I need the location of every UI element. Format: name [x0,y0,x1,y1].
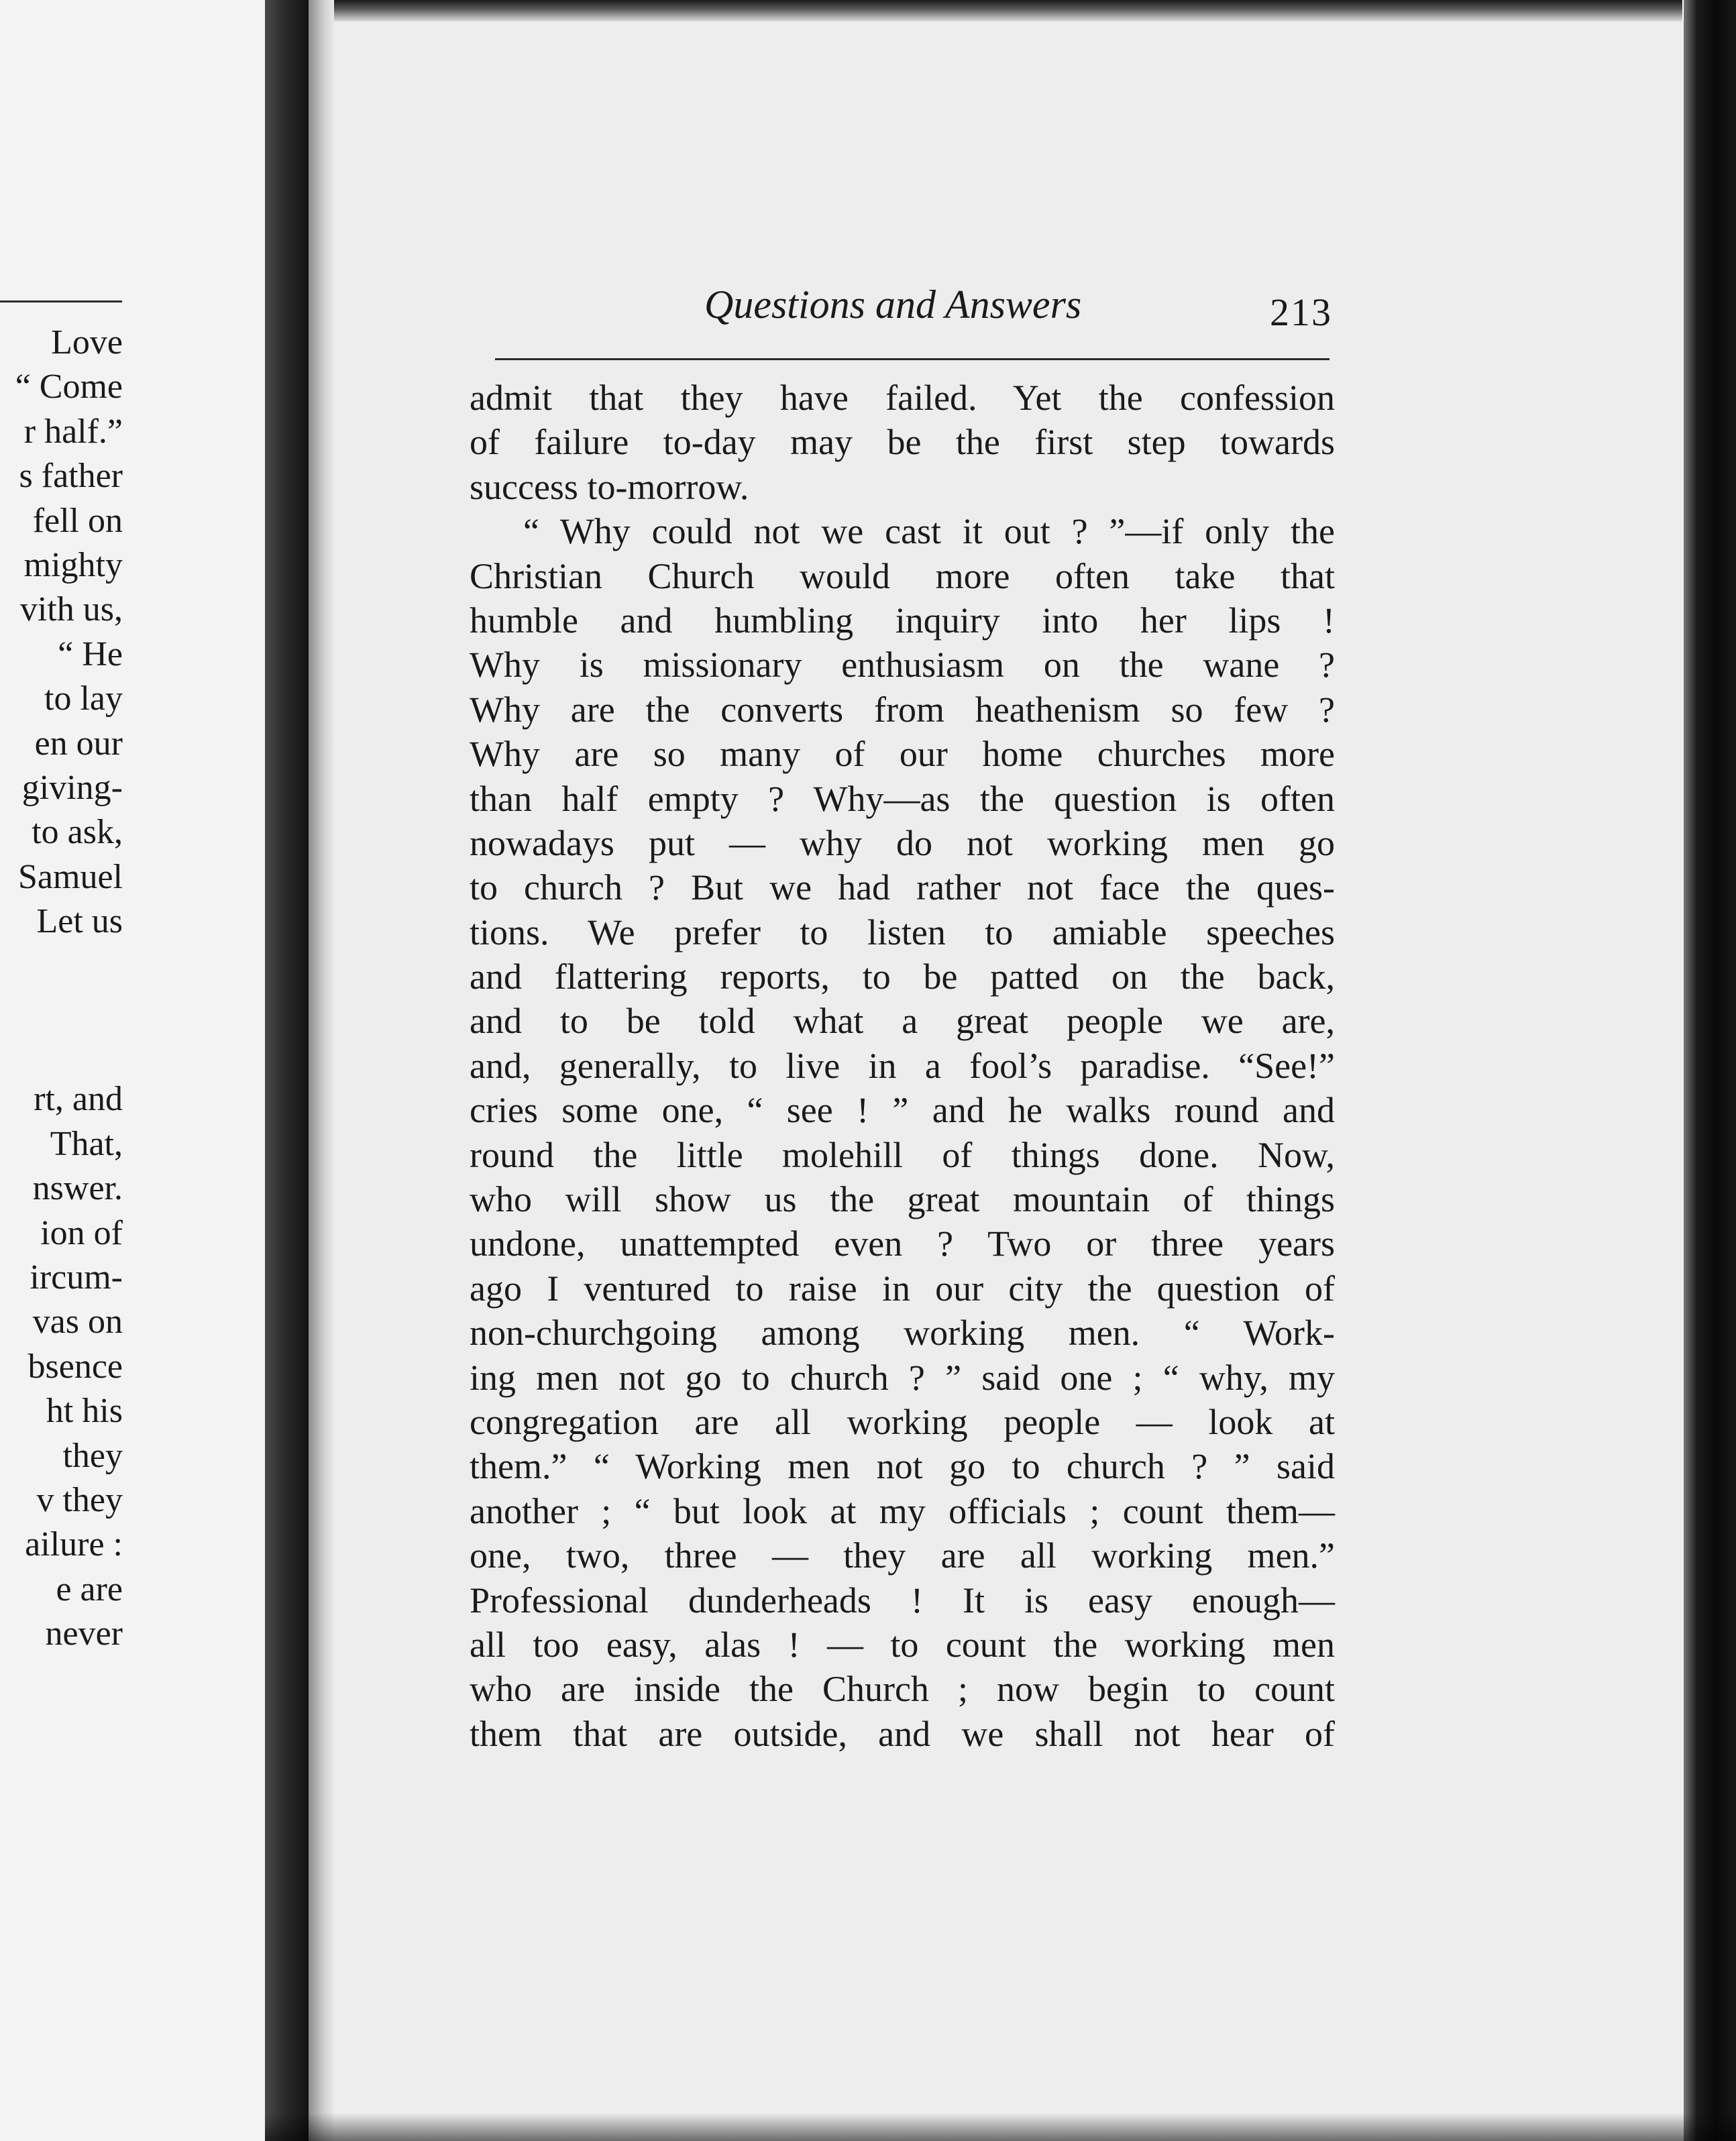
left-line: Let us [36,902,123,941]
left-line: Love [51,323,123,362]
text-line: admit that they have failed. Yet the confession [470,378,1335,418]
text-line: who will show us the great mountain of things [470,1179,1335,1220]
text-line: all too easy, alas ! — to count the working men [470,1624,1335,1665]
text-line: cries some one, “ see ! ” and he walks round and [470,1090,1335,1131]
text-line: Why are so many of our home churches more [470,734,1335,775]
text-line: Christian Church would more often take that [470,555,1335,596]
left-line: “ He [58,635,123,673]
text-line: another ; “ but look at my officials ; count them— [470,1490,1335,1531]
page-top-edge [334,0,1682,21]
left-page-text [15,321,123,1657]
text-line: of failure to-day may be the first step towards [470,422,1335,463]
page-body-text [470,376,1335,1756]
left-line: vith us, [19,590,123,629]
left-line: mighty [23,545,123,584]
left-line: en our [34,724,123,763]
left-line: ailure : [25,1525,123,1564]
header-rule [495,358,1330,360]
text-line: round the little molehill of things done. Now, [470,1134,1335,1175]
book-gutter-highlight [309,0,334,2141]
left-line: Samuel [18,857,123,896]
running-head: Questions and Answers [704,282,1082,327]
left-line: r half.” [23,412,123,451]
left-line: rt, and [34,1080,123,1119]
text-line: humble and humbling inquiry into her lips ! [470,600,1335,641]
left-line: ion of [40,1213,123,1252]
text-line: them.” “ Working men not go to church ? ” said [470,1446,1335,1487]
text-line: to church ? But we had rather not face the ques- [470,867,1335,908]
book-right-edge [1684,0,1736,2141]
text-line: than half empty ? Why—as the question is often [470,778,1335,819]
text-line: one, two, three — they are all working men.” [470,1535,1335,1576]
text-line: non-churchgoing among working men. “ Work- [470,1313,1335,1354]
left-header-rule [0,300,122,303]
left-line: e are [56,1570,123,1608]
left-line: v they [36,1480,123,1519]
left-line: to ask, [32,813,123,852]
text-line: tions. We prefer to listen to amiable speeches [470,912,1335,952]
text-line: who are inside the Church ; now begin to count [470,1669,1335,1710]
text-line: and, generally, to live in a fool’s paradise. “See!” [470,1045,1335,1086]
left-line: they [62,1436,123,1475]
page-number: 213 [1270,290,1332,334]
left-line: giving- [21,768,123,807]
left-line: to lay [44,679,123,718]
text-line: “ Why could not we cast it out ? ”—if only the [523,511,1335,552]
left-line: s father [19,457,123,496]
left-line: “ Come [15,368,123,406]
text-line: and to be told what a great people we are, [470,1001,1335,1042]
left-line: vas on [32,1303,123,1341]
text-line: and flattering reports, to be patted on the back, [470,956,1335,997]
left-line: That, [50,1124,123,1163]
text-line: success to-morrow. [470,466,749,507]
left-facing-page [0,0,265,2141]
book-gutter-shadow [265,0,309,2141]
text-line: undone, unattempted even ? Two or three years [470,1223,1335,1264]
text-line: nowadays put — why do not working men go [470,822,1335,863]
page-bottom-shadow [265,2113,1736,2141]
left-line: nswer. [32,1169,123,1208]
text-line: Professional dunderheads ! It is easy enough— [470,1580,1335,1621]
left-line: never [45,1614,123,1653]
text-line: ago I ventured to raise in our city the question of [470,1268,1335,1309]
text-line: Why are the converts from heathenism so few ? [470,689,1335,730]
left-line: fell on [32,501,123,540]
text-line: ing men not go to church ? ” said one ; “ why, my [470,1357,1335,1398]
left-line: ircum- [30,1258,123,1297]
text-line: congregation are all working people — look at [470,1401,1335,1442]
left-line: ht his [46,1392,123,1431]
left-paragraph-gap [15,944,123,1077]
text-line: Why is missionary enthusiasm on the wane ? [470,645,1335,685]
left-line: bsence [28,1347,123,1386]
text-line: them that are outside, and we shall not hear of [470,1713,1335,1754]
